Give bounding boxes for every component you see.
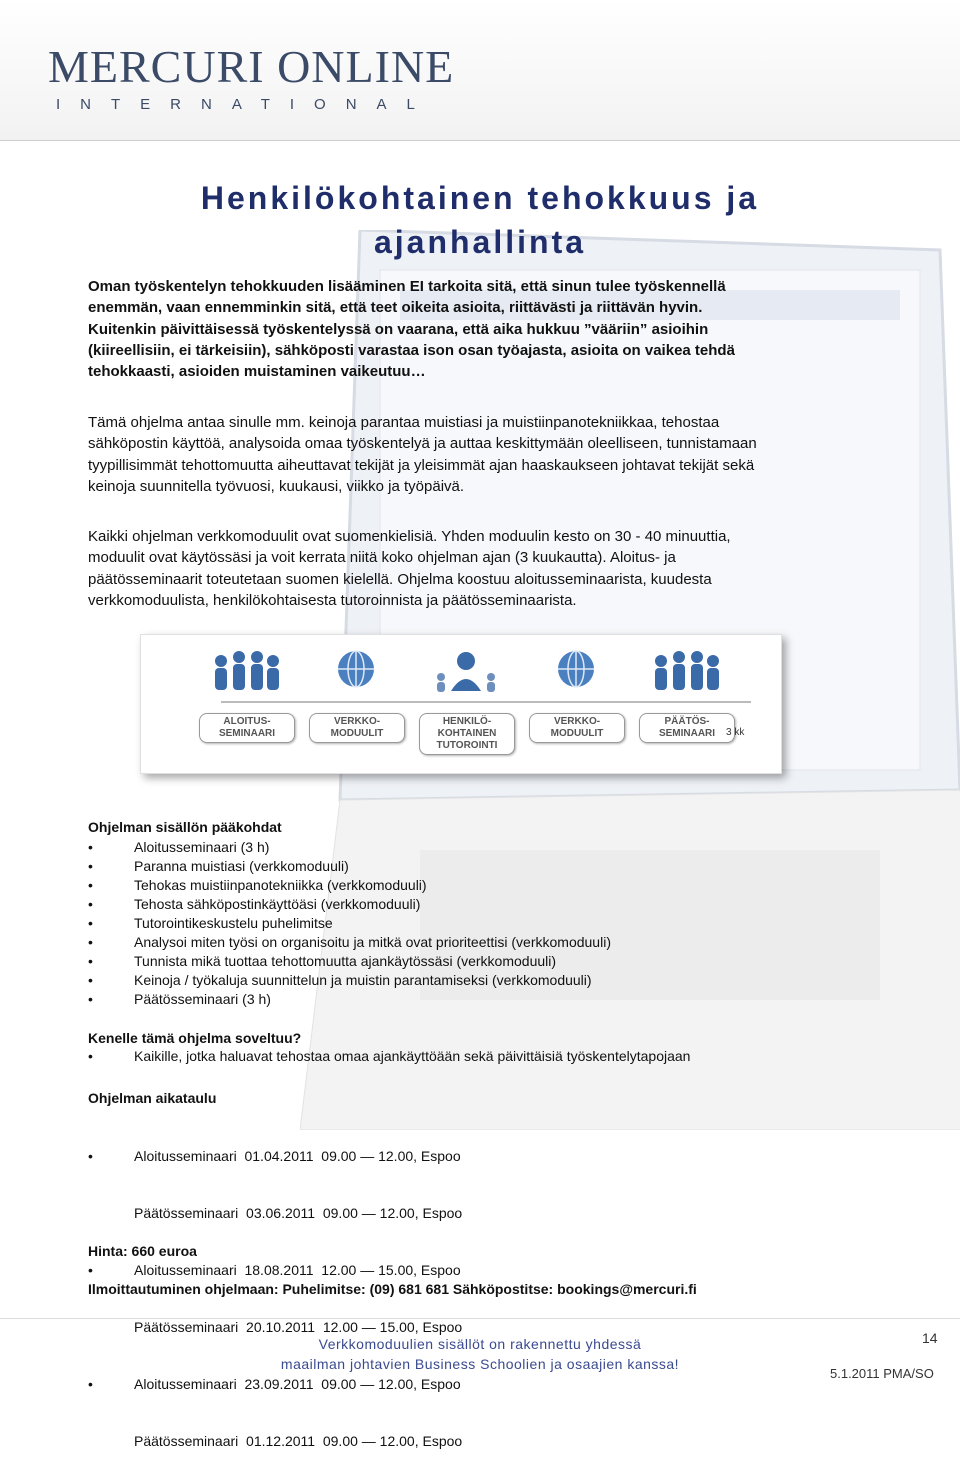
modules-line: verkkomoduulista, henkilökohtaisesta tutoroinnista ja päätösseminaarista.	[88, 591, 577, 609]
people-group-icon	[201, 647, 291, 702]
step-label-line: SEMINAARI	[218, 728, 276, 739]
globe-network-icon	[531, 647, 621, 702]
audience-title: Kenelle tämä ohjelma soveltuu?	[88, 1030, 302, 1046]
list-item: • Tehosta sähköpostinkäyttöäsi (verkkomoduuli)	[88, 896, 421, 912]
step-label-line: ALOITUS-	[223, 716, 271, 727]
step-label-line: KOHTAINEN	[437, 728, 497, 739]
step-label	[419, 713, 515, 755]
list-item: • Tehokas muistiinpanotekniikka (verkkomoduuli)	[88, 877, 427, 893]
title-line-1: Henkilökohtainen tehokkuus ja	[200, 180, 760, 216]
modules-paragraph	[88, 526, 878, 611]
step-label-line: SEMINAARI	[658, 728, 716, 739]
title-line-2: ajanhallinta	[373, 224, 587, 260]
program-structure-figure	[140, 634, 782, 774]
schedule-row: • Aloitusseminaari 23.09.2011 09.00 — 12.00, Espoo	[88, 1376, 461, 1392]
step-label-line: VERKKO-	[553, 716, 601, 727]
list-item: • Analysoi miten työsi on organisoitu ja mitkä ovat prioriteettisi (verkkomoduuli)	[88, 934, 611, 950]
modules-line: Kaikki ohjelman verkkomoduulit ovat suomenkielisiä. Yhden moduulin kesto on 30 - 40 minuuttia,	[88, 528, 731, 545]
page-title	[130, 176, 830, 264]
logo	[48, 41, 455, 113]
page-number: 14	[922, 1330, 938, 1346]
contents-title: Ohjelman sisällön pääkohdat	[88, 819, 282, 835]
list-item: • Keinoja / työkaluja suunnittelun ja muistin parantamiseksi (verkkomoduuli)	[88, 972, 592, 988]
list-item: • Kaikille, jotka haluavat tehostaa omaa ajankäyttöään sekä päivittäisiä työskentelytapojaan	[88, 1048, 691, 1064]
program-line: tyypillisimmät tehottomuutta aiheuttavat tekijät ja yleisimmät ajan haaskaukseen johtavat tekijät sekä	[88, 456, 755, 474]
intro-line: enemmän, vaan ennemminkin sitä, että teet oikeita asioita, riittävästi ja riittävän hyvin.	[88, 299, 703, 317]
program-line: Tämä ohjelma antaa sinulle mm. keinoja parantaa muistiasi ja muistiinpanotekniikkaa, tehostaa	[88, 414, 720, 431]
step-label-line: PÄÄTÖS-	[664, 716, 710, 727]
intro-line: tehokkaasti, asioiden muistaminen vaikeutuu…	[88, 363, 426, 381]
people-group-icon	[641, 647, 731, 702]
step-label	[309, 713, 405, 743]
step-label	[529, 713, 625, 743]
footer-date: 5.1.2011 PMA/SO	[830, 1366, 934, 1381]
step-label-line: VERKKO-	[333, 716, 381, 727]
step-label-line: MODUULIT	[550, 728, 604, 739]
modules-line: päätösseminaarit toteutetaan suomen kielellä. Ohjelma koostuu aloitusseminaarista, kuudesta	[88, 570, 712, 588]
list-item: • Päätösseminaari (3 h)	[88, 991, 271, 1007]
intro-paragraph	[88, 276, 878, 382]
duration-label: 3 kk	[726, 727, 745, 738]
program-paragraph	[88, 412, 878, 497]
intro-line: Oman työskentelyn tehokkuuden lisääminen EI tarkoita sitä, että sinun tulee työskennellä	[88, 278, 726, 295]
step-label-line: HENKILÖ-	[442, 716, 492, 727]
list-item: • Tutorointikeskustelu puhelimitse	[88, 915, 333, 931]
contents-list	[88, 838, 611, 1009]
footer-text	[230, 1334, 730, 1374]
logo-sub: INTERNATIONAL	[56, 96, 435, 113]
footer-line: maailman johtavien Business Schoolien ja osaajien kanssa!	[280, 1356, 680, 1372]
logo-main: MERCURI ONLINE	[48, 41, 455, 92]
step-label-line: TUTOROINTI	[436, 740, 498, 751]
footer-line: Verkkomoduulien sisällöt on rakennettu yhdessä	[318, 1336, 642, 1352]
modules-line: moduulit ovat käytössäsi ja voit kerrata niitä koko ohjelman ajan (3 kuukautta). Aloitus- ja	[88, 549, 676, 567]
step-label	[639, 713, 735, 743]
list-item: • Paranna muistiasi (verkkomoduuli)	[88, 858, 349, 874]
tutor-headset-icon	[421, 647, 511, 702]
registration-info: Ilmoittautuminen ohjelmaan: Puhelimitse: (09) 681 681 Sähköpostitse: bookings@mercuri.fi	[88, 1281, 697, 1297]
audience-list	[88, 1047, 690, 1066]
header	[0, 0, 960, 141]
schedule-row: Päätösseminaari 20.10.2011 12.00 — 15.00, Espoo	[134, 1319, 463, 1335]
schedule-row: Päätösseminaari 01.12.2011 09.00 — 12.00, Espoo	[134, 1433, 463, 1449]
schedule-row: • Aloitusseminaari 18.08.2011 12.00 — 15.00, Espoo	[88, 1262, 461, 1278]
program-line: keinoja suunnitella työvuosi, kuukausi, viikko ja työpäivä.	[88, 477, 465, 495]
list-item: • Aloitusseminaari (3 h)	[88, 839, 270, 855]
list-item: • Tunnista mikä tuottaa tehottomuutta ajankäytössäsi (verkkomoduuli)	[88, 953, 557, 969]
schedule-title: Ohjelman aikataulu	[88, 1090, 217, 1106]
price: Hinta: 660 euroa	[88, 1243, 197, 1259]
step-label	[199, 713, 295, 743]
schedule-row: Päätösseminaari 03.06.2011 09.00 — 12.00, Espoo	[134, 1205, 463, 1221]
intro-line: (kiireellisiin, ei tärkeisiin), sähköposti varastaa ison osan työajasta, asioita on vaikea tehdä	[88, 341, 735, 359]
schedule-row: • Aloitusseminaari 01.04.2011 09.00 — 12.00, Espoo	[88, 1148, 461, 1164]
intro-line: Kuitenkin päivittäisessä työskentelyssä on vaarana, että aika hukkuu ”vääriin” asioihin	[88, 320, 709, 338]
globe-network-icon	[311, 647, 401, 702]
program-line: sähköpostin käyttöä, analysoida omaa työskentelyä ja auttaa keskittymään oleelliseen, tunnistamaan	[88, 435, 757, 453]
footer-divider	[0, 1318, 960, 1319]
step-label-line: MODUULIT	[330, 728, 384, 739]
